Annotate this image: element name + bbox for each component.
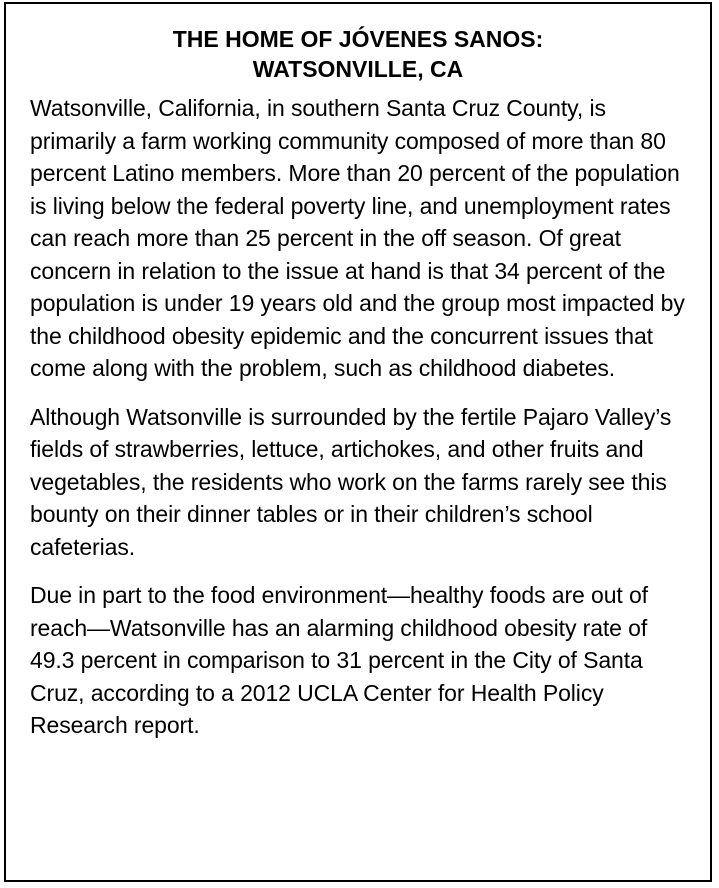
sidebar-box [4, 2, 712, 882]
paragraph-1: Watsonville, California, in southern Santa Cruz County, is primarily a farm working community composed of more than 80 percent Latino members. More than 20 percent of the population is living below the federal poverty line, and unemployment rates can reach more than 25 percent in the off season. Of great concern in relation to the issue at hand is that 34 percent of the population is under 19 years old and the group most impacted by the childhood obesity epidemic and the concurrent issues that come along with the problem, such as childhood diabetes. [30, 95, 685, 381]
box-title-line-2: WATSONVILLE, CA [252, 56, 464, 82]
paragraph-2: Although Watsonville is surrounded by the fertile Pajaro Valley’s fields of strawberries, lettuce, artichokes, and other fruits and vegetables, the residents who work on the farms rarely see this bounty on their dinner tables or in their children’s school cafeterias. [30, 403, 672, 560]
box-title [24, 24, 692, 84]
box-title-line-1: THE HOME OF JÓVENES SANOS: [172, 26, 544, 52]
box-body [30, 92, 696, 742]
paragraph-3: Due in part to the food environment—healthy foods are out of reach—Watsonville has an alarming childhood obesity rate of 49.3 percent in comparison to 31 percent in the City of Santa Cruz, according to a 2012 UCLA Center for Health Policy Research report. [30, 582, 648, 738]
